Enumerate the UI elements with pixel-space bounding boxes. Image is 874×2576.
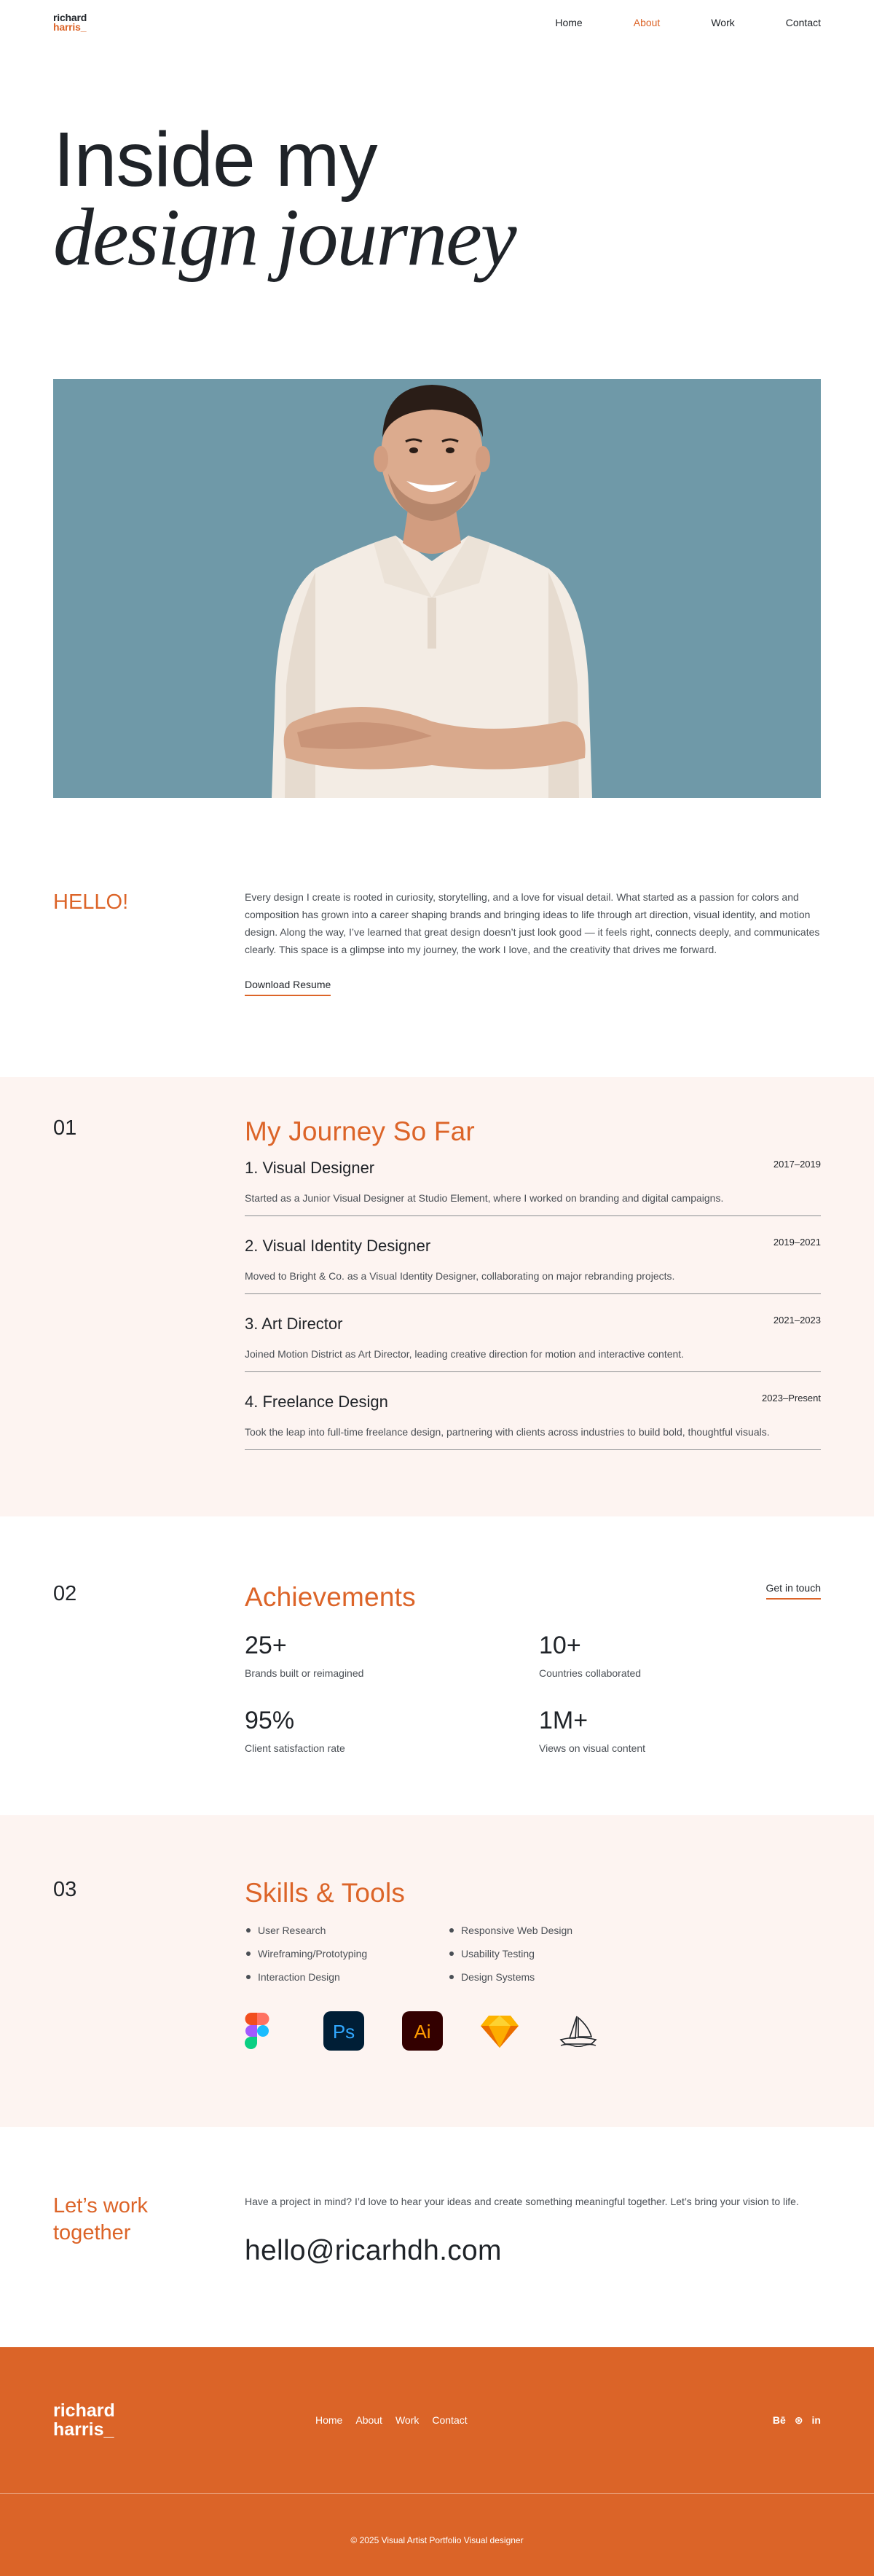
stat-label: Brands built or reimagined [245, 1667, 364, 1679]
job-title: 4. Freelance Design [245, 1393, 388, 1411]
sketch-icon [481, 2011, 559, 2051]
hello-title: HELLO! [53, 890, 129, 914]
bullet-icon [449, 1928, 454, 1933]
skill-item: Interaction Design [245, 1971, 448, 1983]
stat-value: 1M+ [539, 1707, 588, 1734]
bullet-icon [246, 1951, 251, 1956]
svg-text:Ps: Ps [332, 2021, 355, 2043]
footer [0, 2347, 874, 2576]
portrait-photo [53, 379, 821, 798]
journey-item [245, 1315, 821, 1372]
journey-title: My Journey So Far [245, 1116, 475, 1146]
skill-item: Wireframing/Prototyping [245, 1948, 448, 1960]
stat-item [245, 1707, 539, 1754]
bullet-icon [449, 1975, 454, 1979]
journey-item [245, 1393, 821, 1450]
nav-links [504, 17, 821, 28]
hero [0, 45, 874, 379]
hello-section [0, 798, 874, 1077]
job-years: 2019–2021 [773, 1237, 821, 1248]
stat-item [245, 1632, 539, 1679]
nav-contact[interactable]: Contact [785, 17, 821, 28]
job-years: 2023–Present [762, 1393, 821, 1404]
hero-title-line2: design journey [53, 192, 516, 283]
achievements-title: Achievements [245, 1582, 416, 1612]
skill-list [245, 1925, 821, 1983]
logo[interactable] [53, 13, 87, 32]
nav-home[interactable]: Home [555, 17, 583, 28]
journey-section [0, 1077, 874, 1516]
skills-section [0, 1815, 874, 2127]
footer-links [315, 2414, 672, 2426]
achievements-number: 02 [53, 1582, 77, 1605]
social-links [773, 2414, 821, 2427]
skill-item: User Research [245, 1925, 448, 1936]
logo-line1: richard [53, 12, 87, 23]
footer-logo[interactable]: richard harris_ [53, 2400, 115, 2440]
footer-link-contact[interactable]: Contact [432, 2414, 468, 2426]
top-nav [0, 0, 874, 45]
job-description: Joined Motion District as Art Director, leading creative direction for motion and interactive content. [245, 1348, 685, 1360]
stat-label: Countries collaborated [539, 1667, 642, 1679]
tool-icons [245, 2011, 821, 2051]
skills-title: Skills & Tools [245, 1878, 406, 1908]
nav-work[interactable]: Work [711, 17, 735, 28]
bullet-icon [246, 1975, 251, 1979]
stat-label: Views on visual content [539, 1742, 646, 1754]
figma-icon [245, 2011, 323, 2051]
copyright: © 2025 Visual Artist Portfolio Visual designer [350, 2535, 524, 2545]
logo-line2: harris [53, 21, 81, 33]
skill-item: Responsive Web Design [448, 1925, 666, 1936]
stat-value: 95% [245, 1707, 295, 1734]
achievements-section [0, 1516, 874, 1815]
stat-label: Client satisfaction rate [245, 1742, 345, 1754]
behance-icon[interactable]: Bē [772, 2414, 786, 2426]
svg-text:Ai: Ai [414, 2021, 431, 2043]
hero-title [53, 117, 821, 283]
job-description: Took the leap into full-time freelance design, partnering with clients across industries to build bold, thoughtful visuals. [245, 1426, 770, 1438]
nav-about[interactable]: About [633, 17, 661, 28]
footer-link-home[interactable]: Home [315, 2414, 343, 2426]
footer-link-work[interactable]: Work [395, 2414, 420, 2426]
job-title: 3. Art Director [245, 1315, 343, 1333]
photoshop-icon [323, 2011, 402, 2051]
contact-text: Have a project in mind? I’d love to hear your ideas and create something meaningful together. Let’s bring your vision to life. [245, 2196, 799, 2207]
journey-item [245, 1237, 821, 1294]
skills-number: 03 [53, 1878, 77, 1901]
contact-section [0, 2127, 874, 2347]
stats-grid [245, 1632, 821, 1754]
stat-value: 25+ [245, 1632, 287, 1659]
skill-item: Usability Testing [448, 1948, 666, 1960]
job-title: 1. Visual Designer [245, 1159, 375, 1177]
illustrator-icon [402, 2011, 481, 2051]
journey-number: 01 [53, 1116, 77, 1140]
bullet-icon [449, 1951, 454, 1956]
portrait-illustration [53, 379, 821, 798]
download-resume-link[interactable]: Download Resume [245, 979, 331, 996]
job-title: 2. Visual Identity Designer [245, 1237, 431, 1255]
stat-item [539, 1632, 821, 1679]
journey-item [245, 1159, 821, 1216]
contact-title: Let’s work together [53, 2194, 149, 2244]
bullet-icon [246, 1928, 251, 1933]
framer-boat-icon [559, 2011, 638, 2051]
hero-title-line1: Inside my [53, 117, 377, 203]
job-years: 2021–2023 [773, 1315, 821, 1326]
job-description: Started as a Junior Visual Designer at Studio Element, where I worked on branding and digital campaigns. [245, 1192, 724, 1204]
job-years: 2017–2019 [773, 1159, 821, 1170]
linkedin-icon[interactable]: in [811, 2414, 821, 2426]
logo-underscore: _ [80, 21, 87, 33]
footer-divider [0, 2493, 874, 2494]
footer-link-about[interactable]: About [355, 2414, 382, 2426]
get-in-touch-link[interactable]: Get in touch [766, 1582, 822, 1600]
hello-text: Every design I create is rooted in curiosity, storytelling, and a love for visual detail. What started as a passion for colors and composition has grown into a career shaping brands and bringing ideas to life through art direction, visual identity, and motion design. Along the way, I’ve learned that great design doesn’t just look good — it feels right, connects deeply, and communicates clearly. This space is a glimpse into my journey, the work I love, and the creativity that drives me forward. [245, 891, 820, 955]
contact-email-link[interactable]: hello@ricarhdh.com [245, 2235, 502, 2266]
job-description: Moved to Bright & Co. as a Visual Identity Designer, collaborating on major rebranding projects. [245, 1270, 675, 1282]
stat-item [539, 1707, 821, 1754]
stat-value: 10+ [539, 1632, 581, 1659]
skill-item: Design Systems [448, 1971, 666, 1983]
dribbble-icon[interactable]: ⊛ [794, 2413, 803, 2426]
